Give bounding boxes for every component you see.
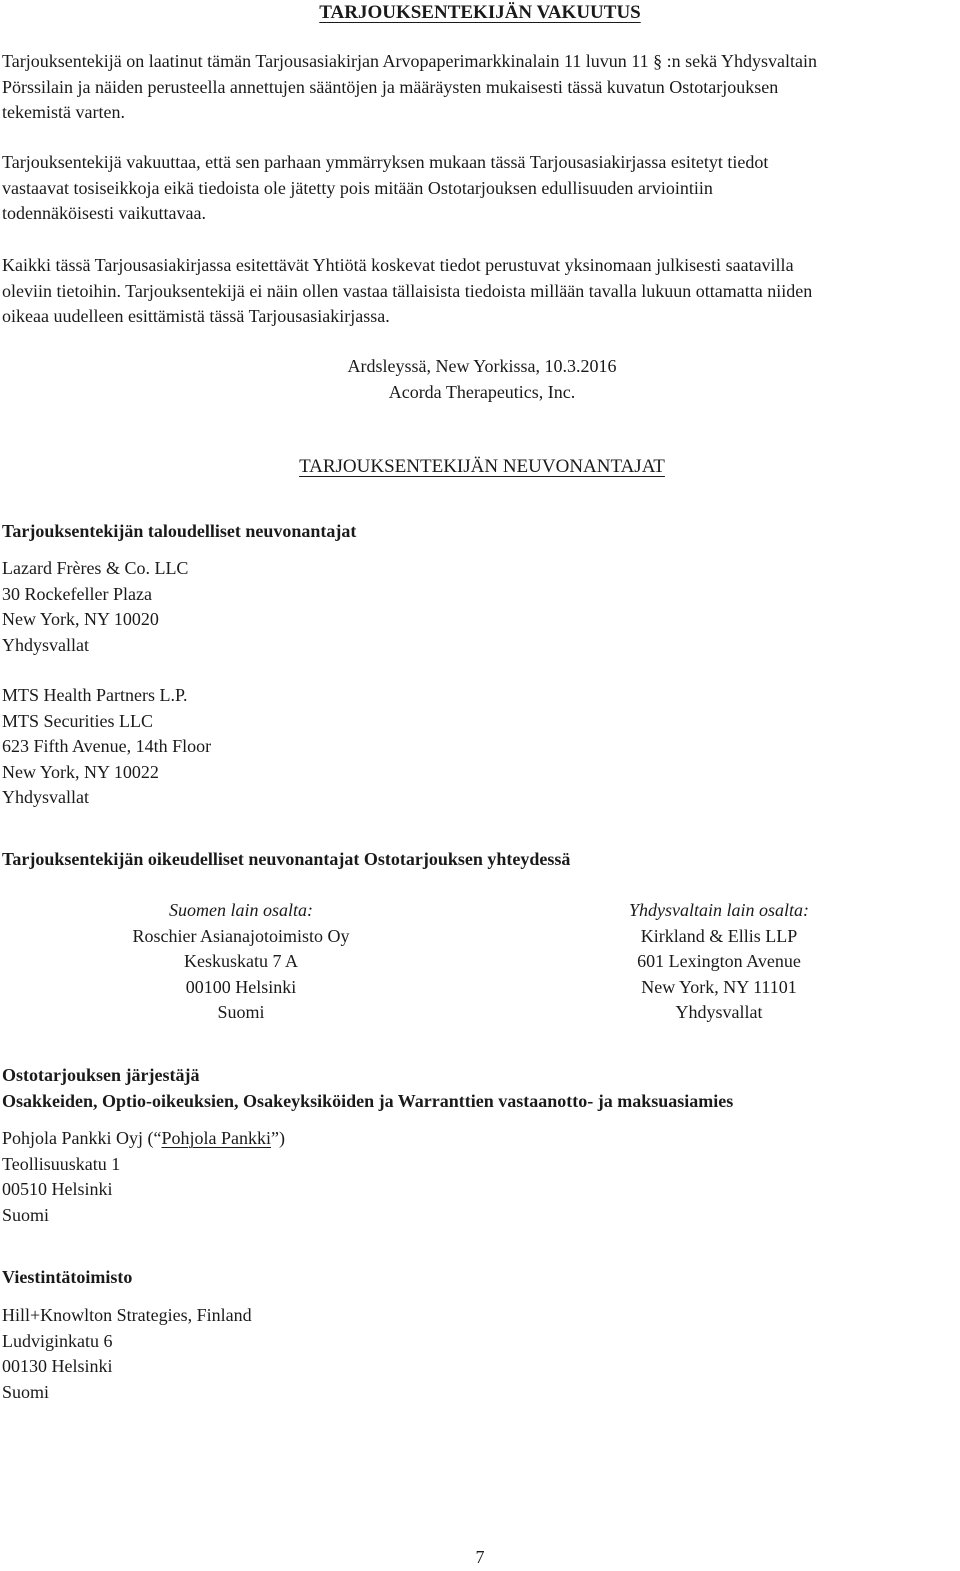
text-line: 00130 Helsinki <box>2 1356 113 1376</box>
legal-left-label: Suomen lain osalta: <box>169 900 313 920</box>
page-number: 7 <box>475 1547 485 1567</box>
text-line: New York, NY 10022 <box>2 761 159 782</box>
advisors-title-wrap <box>2 454 960 480</box>
text-line: Teollisuuskatu 1 <box>2 1153 121 1174</box>
text-line: Suomi <box>217 1002 265 1022</box>
text-line: vastaavat tosiseikkoja eikä tiedoista ole jätetty pois mitään Ostotarjouksen edullisuuden arviointiin <box>2 177 713 198</box>
text-line: 30 Rockefeller Plaza <box>2 583 152 604</box>
text-line: Hill+Knowlton Strategies, Finland <box>2 1305 252 1325</box>
legal-advisor-finland <box>2 898 480 1026</box>
advisors-title: TARJOUKSENTEKIJÄN NEUVONANTAJAT <box>299 456 665 477</box>
text-line: oikeaa uudelleen esittämistä tässä Tarjousasiakirjassa. <box>2 306 390 326</box>
text-line: Kaikki tässä Tarjousasiakirjassa esitettävät Yhtiötä koskevat tiedot perustuvat yksinomaan julkisesti saatavilla <box>2 255 794 275</box>
text-line: Ludviginkatu 6 <box>2 1330 113 1351</box>
text-line: Tarjouksentekijä vakuuttaa, että sen parhaan ymmärryksen mukaan tässä Tarjousasiakirjassa esitetyt tiedot <box>2 152 769 172</box>
statement-title-wrap <box>2 0 958 26</box>
text-line: tekemistä varten. <box>2 102 125 122</box>
text-line: MTS Health Partners L.P. <box>2 685 188 705</box>
text-line: 00100 Helsinki <box>185 976 297 997</box>
legal-right-label: Yhdysvaltain lain osalta: <box>629 900 809 920</box>
legal-advisors-heading: Tarjouksentekijän oikeudelliset neuvonantajat Ostotarjouksen yhteydessä <box>2 849 571 869</box>
text-line: Roschier Asianajotoimisto Oy <box>132 925 350 946</box>
signatory: Acorda Therapeutics, Inc. <box>388 381 576 402</box>
text-line: Pörssilain ja näiden perusteella annettujen sääntöjen ja määräysten mukaisesti tässä kuvatun Ostotarjouksen <box>2 76 779 97</box>
text-line: Kirkland & Ellis LLP <box>640 925 798 946</box>
text-line: Tarjouksentekijä on laatinut tämän Tarjousasiakirjan Arvopaperimarkkinalain 11 luvun 11 § :n sekä Yhdysvaltain <box>2 51 817 71</box>
text-line: 601 Lexington Avenue <box>637 951 801 971</box>
financial-advisors-heading: Tarjouksentekijän taloudelliset neuvonantajat <box>2 521 357 541</box>
agent-name-suffix: ”) <box>271 1128 285 1148</box>
communications-details <box>2 1303 252 1405</box>
text-line: Yhdysvallat <box>2 634 89 655</box>
text-line: Suomi <box>2 1204 50 1225</box>
statement-title: TARJOUKSENTEKIJÄN VAKUUTUS <box>319 2 641 23</box>
text-line: Keskuskatu 7 A <box>184 951 298 971</box>
financial-advisor-1 <box>2 556 188 658</box>
place-date: Ardsleyssä, New Yorkissa, 10.3.2016 <box>347 356 617 376</box>
text-line: MTS Securities LLC <box>2 710 153 731</box>
statement-paragraph-2 <box>2 150 960 227</box>
text-line: oleviin tietoihin. Tarjouksentekijä ei näin ollen vastaa tällaisista tiedoista millään tavalla lukuun ottamatta niiden <box>2 280 813 301</box>
signature-block <box>2 354 960 405</box>
communications-heading: Viestintätoimisto <box>2 1267 133 1287</box>
text-line: Yhdysvallat <box>675 1002 763 1022</box>
text-line: 623 Fifth Avenue, 14th Floor <box>2 736 212 756</box>
financial-advisor-2 <box>2 683 211 811</box>
arranger-heading-text: Ostotarjouksen järjestäjä <box>2 1065 200 1085</box>
text-line: New York, NY 10020 <box>2 609 159 629</box>
legal-advisors-columns <box>2 898 958 1026</box>
text-line: 00510 Helsinki <box>2 1179 113 1199</box>
arranger-heading <box>2 1063 960 1114</box>
agent-name-prefix: Pohjola Pankki Oyj (“ <box>2 1128 162 1148</box>
legal-advisor-us <box>480 898 958 1026</box>
agent-name-defined: Pohjola Pankki <box>161 1128 272 1148</box>
text-line: Lazard Frères & Co. LLC <box>2 558 189 578</box>
text-line: New York, NY 11101 <box>641 976 797 997</box>
text-line: todennäköisesti vaikuttavaa. <box>2 203 206 223</box>
statement-paragraph-1 <box>2 49 960 126</box>
agent-heading-text: Osakkeiden, Optio-oikeuksien, Osakeyksiköiden ja Warranttien vastaanotto- ja maksuasiamies <box>2 1090 734 1111</box>
text-line: Suomi <box>2 1381 50 1402</box>
text-line: Yhdysvallat <box>2 787 89 807</box>
arranger-details <box>2 1126 285 1228</box>
agent-name-line <box>2 1126 285 1152</box>
statement-paragraph-3 <box>2 253 960 330</box>
